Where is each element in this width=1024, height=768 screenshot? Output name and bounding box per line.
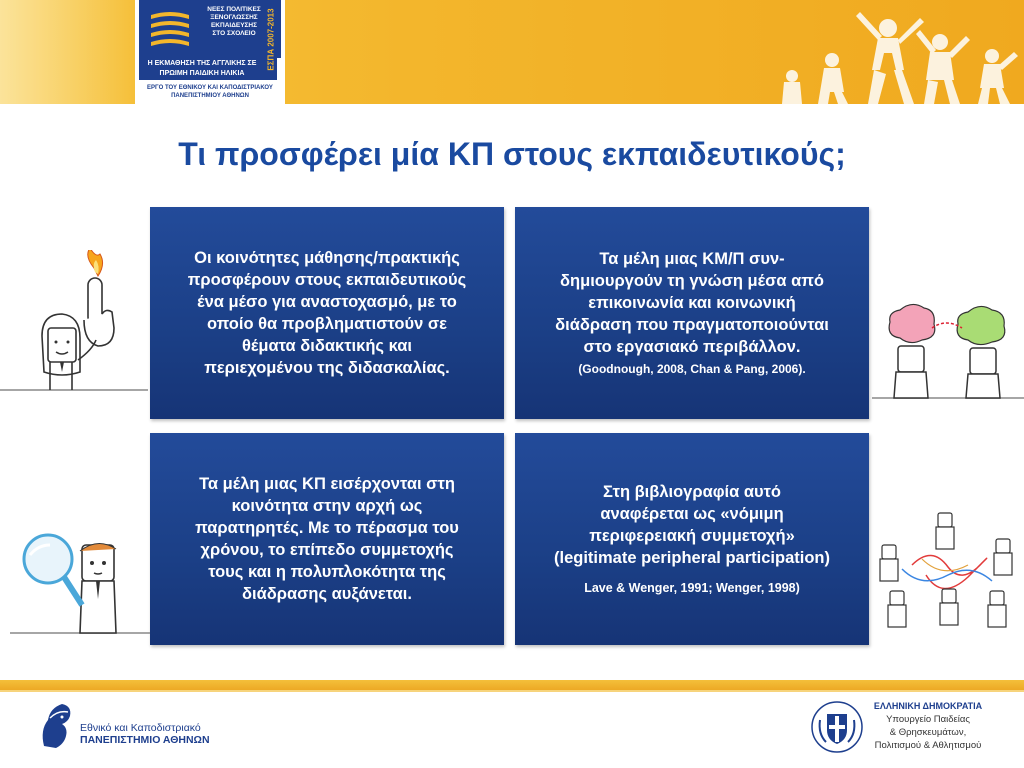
program-logo-top bbox=[139, 0, 281, 58]
box-line: προσφέρουν στους εκπαιδευτικούς bbox=[187, 271, 467, 289]
program-line: ΠΡΩΙΜΗ ΠΑΙΔΙΚΗ ΗΛΙΚΙΑ bbox=[159, 70, 245, 77]
box-reference: (Goodnough, 2008, Chan & Pang, 2006). bbox=[578, 362, 806, 376]
box-line: τους και η πολυπλοκότητα της bbox=[208, 563, 446, 581]
box-line: διάδραση που πραγματοποιούνται bbox=[555, 316, 829, 334]
espa-text: ΕΣΠΑ 2007-2013 bbox=[266, 8, 276, 71]
info-box-peripheral-participation bbox=[515, 433, 869, 645]
program-university-line: ΠΑΝΕΠΙΣΤΗΜΙΟΥ ΑΘΗΝΩΝ bbox=[171, 93, 249, 99]
ministry-line: Υπουργείο Παιδείας bbox=[886, 714, 970, 725]
banner-highlight bbox=[0, 0, 140, 104]
box-line: θέματα διδακτικής και bbox=[242, 337, 412, 355]
program-name bbox=[139, 58, 265, 80]
box-line: παρατηρητές. Με το πέρασμα του bbox=[195, 519, 459, 537]
program-logo-text bbox=[199, 6, 269, 38]
box-line: ένα μέσο για αναστοχασμό, με το bbox=[197, 293, 457, 311]
athena-head-icon bbox=[38, 700, 74, 750]
box-line: (legitimate peripheral participation) bbox=[554, 549, 830, 567]
ministry-line: Πολιτισμού & Αθλητισμού bbox=[874, 740, 982, 751]
box-line: Οι κοινότητες μάθησης/πρακτικής bbox=[194, 249, 460, 267]
info-box-co-creation bbox=[515, 207, 869, 419]
ministry-text bbox=[866, 700, 990, 752]
box-line: περιεχομένου της διδασκαλίας. bbox=[204, 359, 450, 377]
footer-bar bbox=[0, 680, 1024, 690]
magnifier-man-sketch-icon bbox=[10, 515, 150, 645]
box-line: Τα μέλη μιας ΚΜ/Π συν- bbox=[599, 250, 785, 268]
info-box-observers bbox=[150, 433, 504, 645]
footer-bar-light bbox=[0, 690, 1024, 692]
logo-line: ΝΕΕΣ ΠΟΛΙΤΙΚΕΣ bbox=[207, 6, 261, 13]
program-line: Η ΕΚΜΑΘΗΣΗ ΤΗΣ ΑΓΓΛΙΚΗΣ ΣΕ bbox=[147, 60, 257, 67]
box-line: αναφέρεται ως «νόμιμη bbox=[600, 505, 784, 523]
book-stripes-icon bbox=[147, 6, 193, 52]
box-reference: Lave & Wenger, 1991; Wenger, 1998) bbox=[584, 581, 800, 595]
program-university-line: ΕΡΓΟ ΤΟΥ ΕΘΝΙΚΟΥ ΚΑΙ ΚΑΠΟΔΙΣΤΡΙΑΚΟΥ bbox=[147, 85, 273, 91]
program-university bbox=[135, 84, 285, 100]
header-banner bbox=[0, 0, 1024, 104]
box-line: Τα μέλη μιας ΚΠ εισέρχονται στη bbox=[199, 475, 455, 493]
box-line: Στη βιβλιογραφία αυτό bbox=[602, 483, 782, 501]
ministry-head: ΕΛΛΗΝΙΚΗ ΔΗΜΟΚΡΑΤΙΑ bbox=[873, 701, 983, 711]
logo-line: ΞΕΝΟΓΛΩΣΣΗΣ bbox=[210, 14, 258, 21]
university-line: ΠΑΝΕΠΙΣΤΗΜΙΟ ΑΘΗΝΩΝ bbox=[80, 734, 210, 746]
jumping-kids-icon bbox=[770, 8, 1024, 104]
logo-line: ΣΤΟ ΣΧΟΛΕΙΟ bbox=[212, 30, 256, 37]
university-line: Εθνικό και Καποδιστριακό bbox=[80, 722, 201, 734]
logo-line: ΕΚΠΑΙΔΕΥΣΗΣ bbox=[210, 22, 258, 29]
box-line: στο εργασιακό περιβάλλον. bbox=[583, 338, 801, 356]
box-line: διάδρασης αυξάνεται. bbox=[242, 585, 412, 603]
page-title: Τι προσφέρει μία ΚΠ στους εκπαιδευτικούς; bbox=[178, 136, 846, 172]
box-line: δημιουργούν τη γνώση μέσα από bbox=[560, 272, 824, 290]
box-line: κοινότητα στην αρχή ως bbox=[231, 497, 423, 515]
greek-emblem-icon bbox=[810, 700, 864, 754]
university-name bbox=[80, 722, 210, 746]
info-box-reflection bbox=[150, 207, 504, 419]
program-logo bbox=[135, 0, 285, 104]
box-line: οποίο θα προβληματιστούν σε bbox=[207, 315, 447, 333]
box-line: επικοινωνία και κοινωνική bbox=[588, 294, 796, 312]
idea-finger-sketch-icon bbox=[0, 250, 148, 400]
network-people-sketch-icon bbox=[872, 505, 1024, 630]
box-line: περιφερειακή συμμετοχή» bbox=[589, 527, 795, 545]
brains-sketch-icon bbox=[872, 300, 1024, 400]
espa-label bbox=[265, 0, 277, 80]
box-line: χρόνου, το επίπεδο συμμετοχής bbox=[200, 541, 454, 559]
ministry-line: & Θρησκευμάτων, bbox=[889, 727, 967, 738]
